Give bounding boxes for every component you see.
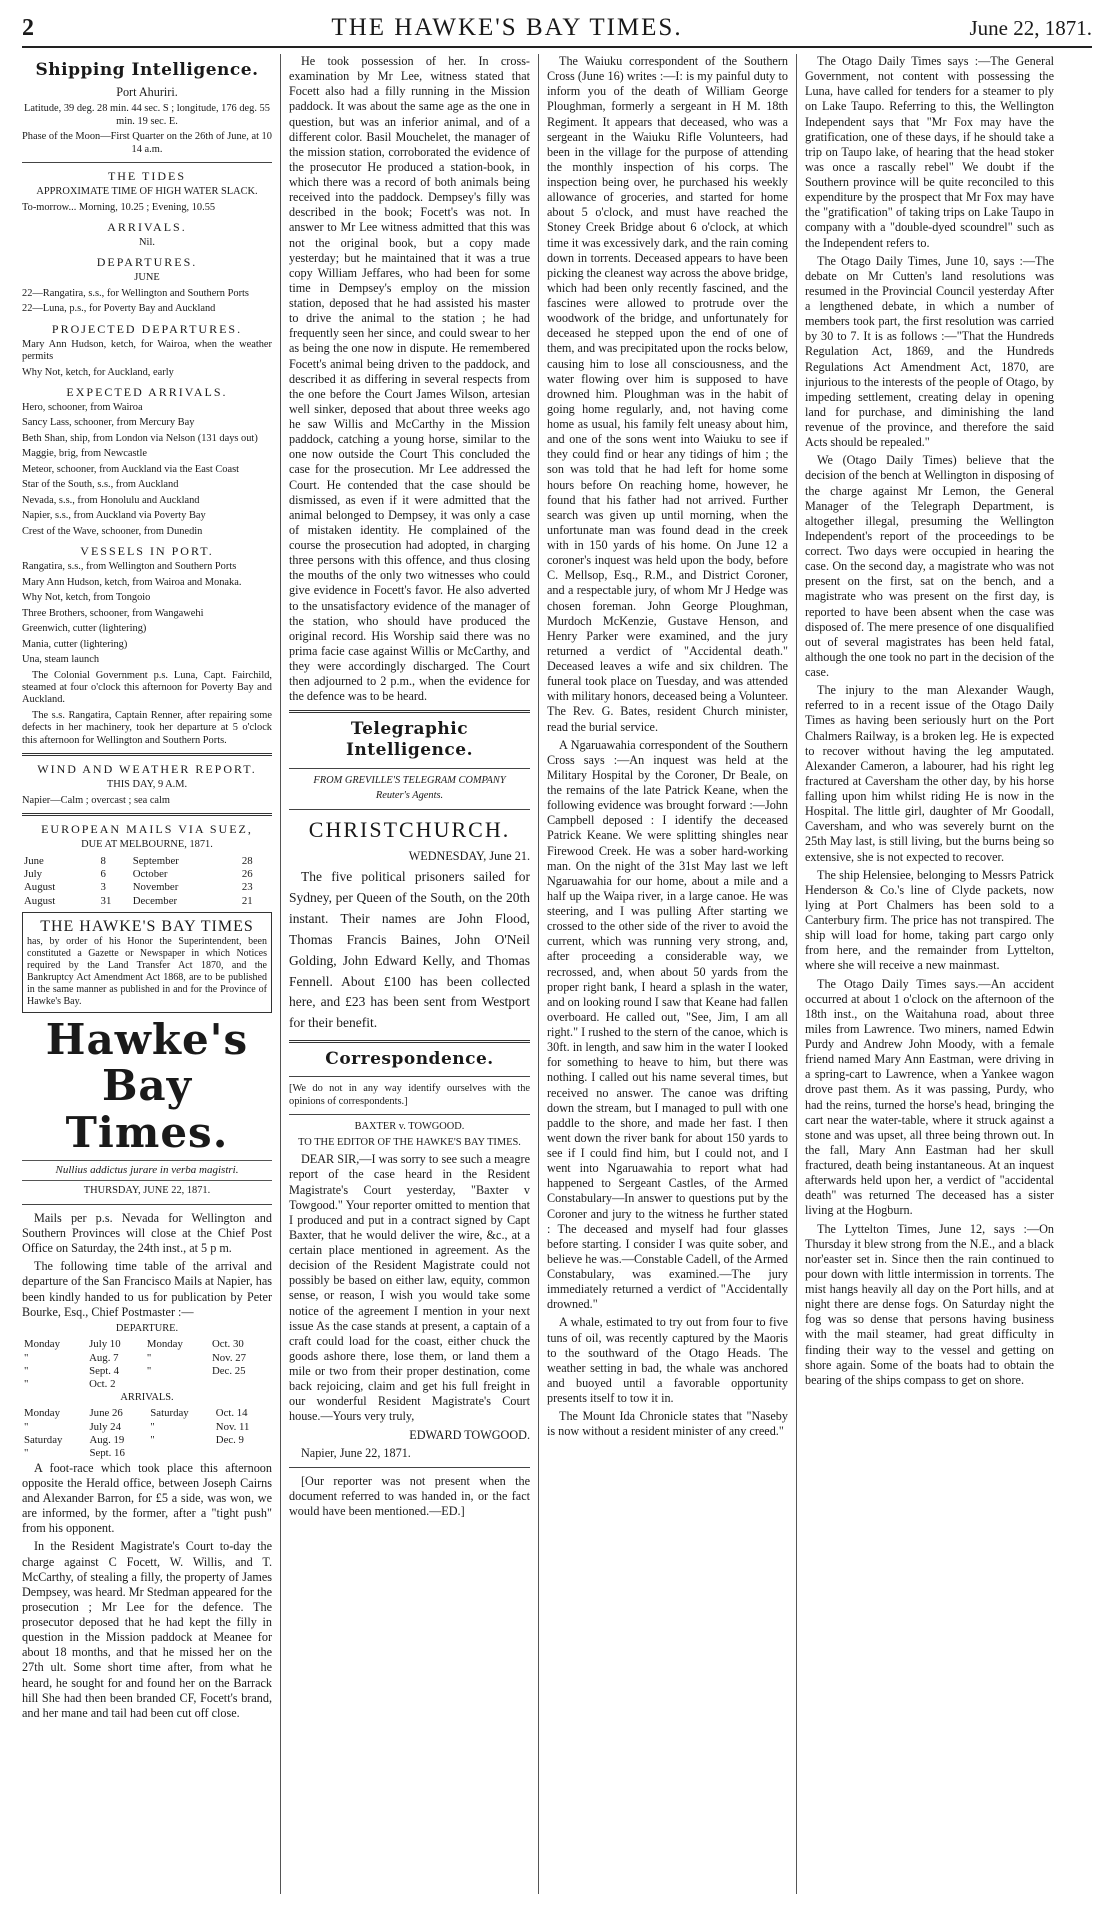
table-row: August 3 November 23: [24, 881, 253, 894]
tides-subheading: APPROXIMATE TIME OF HIGH WATER SLACK.: [36, 186, 258, 198]
tides-heading: THE TIDES: [107, 169, 187, 184]
article-paragraph: The ship Helensiee, belonging to Messrs Patrick Henderson & Co.'s line of Clyde packets, now lying at Port Chalmers has been sold to a Canterbury firm. The price has not transpired. The ship will load for home, taking part cargo only from here, and the remainder from Lyttelton, where she will receive a new mainmast.: [805, 867, 1054, 973]
article-paragraph: In the Resident Magistrate's Court to-day the charge against C Focett, W. Willis, and T. McCarthy, of stealing a filly, the property of James Dempsey, was heard. Mr Stedman appeared for the prosecution ; Mr Lee for the defence. The prosecutor deposed that he had kept the filly in question in the Mission paddock at Meanee for about 18 months, and that he missed her on the 27th ult. Some short time after, from what he heard, he sought for and found her on the Barrack hill She had then been branded CF, Focett's brand, and her mane and tail had been cut off close.: [22, 1539, 272, 1720]
departures-month: JUNE: [134, 272, 160, 284]
letter-title: BAXTER v. TOWGOOD.: [354, 1121, 465, 1133]
sf-departure-table: [22, 1338, 272, 1392]
article-paragraph: A whale, estimated to try out from four to five tuns of oil, was recently captured by the Maoris to the southward of the Otago Heads. The weather setting in bad, the whale was anchored and buoyed until a favorable opportunity presents itself to tow it in.: [547, 1315, 788, 1405]
table-row: Saturday Aug. 19 " Dec. 9: [24, 1434, 244, 1447]
table-row: August 31 December 21: [24, 894, 253, 907]
projected-entry: Mary Ann Hudson, ketch, for Wairoa, when the weather permits: [22, 338, 272, 363]
correspondence-heading: Correspondence.: [325, 1049, 494, 1070]
notice-title: THE HAWKE'S BAY TIMES: [40, 918, 254, 936]
masthead: [22, 8, 1092, 48]
article-paragraph: The injury to the man Alexander Waugh, referred to in a recent issue of the Otago Daily Times as having been seriously hurt on the Port Chalmers Railway, is a broken leg. He is expected to recover without having the leg amputated. Alexander Cameron, a labourer, had his right leg fractured at Caversham the other day, by his horse falling upon him whilst riding He is now in the Hospital. The little girl, daughter of Mr Goodall, Caversham, and who was severely burnt on the 25th May last, is still living, but the burns being so extensive, she is not expected to recover.: [805, 683, 1054, 864]
weather-subheading: THIS DAY, 9 A.M.: [106, 779, 188, 791]
telegraphic-heading: Telegraphic Intelligence.: [345, 719, 473, 761]
expected-entry: Star of the South, s.s., from Auckland: [22, 479, 179, 491]
shipping-heading: Shipping Intelligence.: [35, 60, 259, 80]
letter-place: Napier, June 22, 1871.: [301, 1445, 411, 1460]
mails-subheading: DUE AT MELBOURNE, 1871.: [81, 839, 213, 851]
correspondence-disclaimer: [We do not in any way identify ourselves with the opinions of correspondents.]: [289, 1083, 530, 1107]
table-row: Monday July 10 Monday Oct. 30: [24, 1338, 244, 1351]
sf-departure-heading: DEPARTURE.: [115, 1322, 179, 1334]
departure-entry: 22—Luna, p.s., for Poverty Bay and Auckland: [22, 303, 216, 315]
sf-arrivals-heading: ARRIVALS.: [120, 1391, 174, 1403]
paper-banner: Hawke's Bay Times.: [45, 1015, 249, 1157]
page-number: 2: [22, 15, 34, 41]
table-row: " Aug. 7 " Nov. 27: [24, 1351, 247, 1364]
telegram-date: WEDNESDAY, June 21.: [408, 848, 530, 863]
expected-entry: Meteor, schooner, from Auckland via the East Coast: [22, 463, 240, 475]
article-paragraph: We (Otago Daily Times) believe that the decision of the bench at Wellington in disposing of the charge against Mr Lemon, the General Manager of the Telegraph Department, is altogether illegal, presuming the Wellington Independent's report of the proceedings to be correct. Two days were occupied in hearing the case. On the second day, a magistrate who was not present on the first, sat on the bench, and a magistrate who was present on the first day, is reported to have been absent when the case was disposed of. The mere presence of one disqualified out of several magistrates has been held fatal, although the one took no part in the decision of the case.: [805, 453, 1054, 679]
column-1: [22, 54, 280, 1894]
vessels-in-port-heading: VESSELS IN PORT.: [80, 544, 214, 559]
weather-heading: WIND AND WEATHER REPORT.: [37, 762, 257, 777]
vessel-entry: Why Not, ketch, from Tongoio: [22, 592, 151, 604]
arrivals-heading: ARRIVALS.: [107, 219, 187, 234]
vessel-entry: Una, steam launch: [22, 654, 100, 666]
expected-entry: Maggie, brig, from Newcastle: [22, 448, 147, 460]
gazette-notice: [22, 912, 272, 1013]
article-paragraph: A foot-race which took place this afternoon opposite the Herald office, between Joseph Cairns and Alexander Barron, for £5 a side, was won, we are informed, by the former, after a "tight push" from his opponent.: [22, 1460, 272, 1536]
expected-arrivals-heading: EXPECTED ARRIVALS.: [66, 385, 228, 399]
shipping-note: The s.s. Rangatira, Captain Renner, after repairing some defects in her machinery, took her departure at 5 o'clock this afternoon for Wellington and Southern Ports.: [22, 709, 272, 746]
sf-arrivals-table: [22, 1407, 272, 1461]
table-row: July 6 October 26: [24, 867, 253, 880]
article-paragraph: The Lyttelton Times, June 12, says :—On Thursday it blew strong from the N.E., and a black nor'easter set in. Since then the rain continued to pour down with little intermission in torrents. The mist hangs heavily all day on the Port hills, and at night there are dense fogs. On Saturday night the fog was so dense that persons having business with the mail steamer, had great difficulty in finding their way to the vessel and getting on shore again. Some of the boats had to obtain the bearing of the ships compass to get on shore.: [805, 1221, 1054, 1387]
arrivals-nil: Nil.: [139, 236, 155, 248]
article-paragraph: The Otago Daily Times, June 10, says :—The debate on Mr Cutten's land resolutions was resumed in the Provincial Council yesterday After a lengthened debate, in which a number of members took part, the first resolution was carried by 30 to 7. It is as follows :—"That the Hundreds Regulation Act, 1869, and the Hundreds Regulations Act Amendment Act, 1870, are injurious to the interests of the people of Otago, by impeding settlement, creating delay in opening land for purchase, and diminishing the land revenue of the province, and therefore the said Acts should be repealed.": [805, 253, 1054, 450]
expected-entry: Crest of the Wave, schooner, from Dunedin: [22, 525, 203, 537]
column-2: [280, 54, 538, 1894]
article-paragraph: The Otago Daily Times says.—An accident occurred at about 1 o'clock on the afternoon of the 18th inst., on the Waitahuna road, about three miles from Lawrence. Two miners, named Edwin Purdy and Andrew John Moody, with a female friend named Mary Ann Eastman, were driving in a spring-cart to Lawrence, when a Yankee wagon drove past them. As it was passing, Purdy, who had the reins, turned the horse's head, bringing the cart near the water-table, where it struck against a stone and was upset, all three being thrown out. In the fall, Mary Ann Eastman had her skull fractured, death being instantaneous. At an inquest afterwards held upon her, a verdict of "accidental death" was returned The deceased has a sister living at the Hogburn.: [805, 976, 1054, 1218]
vessel-entry: Mania, cutter (lightering): [22, 638, 128, 650]
article-paragraph: The Otago Daily Times says :—The General Government, not content with possessing the Luna, have called for tenders for a steamer to ply on Lake Taupo. Referring to this, the Wellington Independent says that "Mr Fox may have the gratification, one of these days, if he should take a trip on Taupo lake, of hearing that the head stoker was once a rascally rebel" We doubt if the Southern province will be quite reconciled to this expenditure by the prospect that Mr Fox may have the "gratification" of taking trips on Lake Taupo in company with a "double-dyed scoundrel" such as the Independent refers to.: [805, 54, 1054, 250]
article-paragraph: A Ngaruawahia correspondent of the Southern Cross says :—An inquest was held at the Military Hospital by the Coroner, Dr Beale, on the remains of the late Patrick Keane, when the following evidence was brought forward :—John Campbell deposed : I identify the deceased Patrick Keane. We were splitting shingles near Firewood Creek. He was a sober hard-working man. On the night of the 31st May last we left Ngaruawahia for our home, about a mile and a half up the Waipa river, in a large canoe. He was steering, and I was pulling After starting we crossed to the other side of the river to avoid the current, which was running very strong, and, after proceeding a considerable way, we recrossed, and, when about 50 yards from the proper right bank, I heard a splash in the water, and on looking round I saw that Keane had fallen overboard. He called out, "See, Jim, I am all right." I rushed to the stern of the canoe, which is 30ft. in length, and saw him in the water I looked for something to heave to him, but there was nothing. I called out his name several times, but received no answer. The canoe was drifting down the stream, but I managed to pull with one paddle to the shore, and made her fast. I then went down the river bank for about 150 yards to see if I could find him, but I could not, and I went into Ngaruawahia to report what had happened to Sergeant Castles, of the Armed Constabulary—In answer to questions put by the Coroner and jury to the witness he further stated : The deceased and myself had four glasses before starting. I consider I was quite sober, and believe he was.—Constable Cadell, of the Armed Constabulary, was examined.—The jury immediately returned a verdict of "Accidentally drowned.": [547, 737, 788, 1312]
table-row: " Sept. 16: [24, 1447, 125, 1460]
projected-departures-heading: PROJECTED DEPARTURES.: [51, 321, 243, 336]
issue-date: June 22, 1871.: [969, 16, 1092, 40]
dateline: THURSDAY, JUNE 22, 1871.: [83, 1185, 211, 1197]
table-row: Monday June 26 Saturday Oct. 14: [24, 1407, 248, 1420]
european-mails-table: [22, 855, 272, 909]
expected-entry: Beth Shan, ship, from London via Nelson (131 days out): [22, 432, 258, 444]
projected-entry: Why Not, ketch, for Auckland, early: [22, 366, 174, 378]
expected-entry: Hero, schooner, from Wairoa: [22, 401, 143, 413]
telegram-source: FROM GREVILLE'S TELEGRAM COMPANY: [313, 774, 506, 786]
columns: [22, 54, 1092, 1894]
weather-report: Napier—Calm ; overcast ; sea calm: [22, 794, 171, 806]
expected-entry: Nevada, s.s., from Honolulu and Auckland: [22, 494, 200, 506]
vessel-entry: Greenwich, cutter (lightering): [22, 623, 147, 635]
vessel-entry: Three Brothers, schooner, from Wangawehi: [22, 607, 204, 619]
letter-signature: EDWARD TOWGOOD.: [409, 1427, 530, 1442]
notice-text: has, by order of his Honor the Superintendent, been constituted a Gazette or Newspaper in which Notices required by the Land Transfer Act 1870, and the Bankruptcy Act Amendment Act 1868, are to be published in the same manner as published in and for the Province of Hawke's Bay.: [27, 936, 267, 1008]
letter-addressee: TO THE EDITOR OF THE HAWKE'S BAY TIMES.: [298, 1136, 521, 1148]
vessel-entry: Mary Ann Hudson, ketch, from Wairoa and Monaka.: [22, 576, 242, 588]
expected-entry: Napier, s.s., from Auckland via Poverty Bay: [22, 510, 206, 522]
paper-motto: Nullius addictus jurare in verba magistri.: [22, 1160, 272, 1182]
column-4: [796, 54, 1054, 1894]
article-paragraph: The following time table of the arrival and departure of the San Francisco Mails at Napier, has been kindly handed to us for publication by Peter Bourke, Esq., Chief Postmaster :—: [22, 1259, 272, 1319]
city-heading: CHRISTCHURCH.: [308, 816, 511, 842]
article-paragraph: The five political prisoners sailed for Sydney, per Queen of the South, on the 20th instant. Their names are John Flood, Thomas Francis Baines, John O'Neil Golding, John Edward Kelly, and Thomas Fennell. About £100 has been collected here, and £23 has been sent from Westport for their benefit.: [289, 868, 530, 1031]
telegram-agents: Reuter's Agents.: [375, 790, 444, 802]
editor-note: [Our reporter was not present when the document referred to was handed in, or the fact would have been mentioned.—ED.]: [289, 1473, 530, 1519]
moon-phase: Phase of the Moon—First Quarter on the 26th of June, at 10 14 a.m.: [22, 131, 272, 155]
table-row: " Sept. 4 " Dec. 25: [24, 1365, 246, 1378]
article-paragraph: He took possession of her. In cross-examination by Mr Lee, witness stated that Focett also had a filly running in the Mission paddock. It was about the same age as the one in question, but was an inferior animal, and of a different color. Basil Mouchelet, the manager of the mission station, corroborated the evidence of the prosecutor He produced a station-book, in which there was a record of both animals being received into the paddock. Dempsey's filly was described in the book; Focett's was not. In answer to Mr Lee witness admitted that this was not the original book, but a copy made yesterday; but he maintained that it was a true copy William Jeffares, who had been for some time in Dempsey's employ on the mission station, deposed that he had assisted his master to drive the animal to the station ; he had frequently seen her since, and could swear to her as being the one now in dispute. He remembered Focett's animal being driven to the paddock, and described it as differing in several respects from the one before the Court James Wilson, artesian well sinker, deposed that about three weeks ago he saw Willis and McCarthy in the Mission paddock, catching a young horse, similar to the one now outside the Court This concluded the case for the prosecution. Mr Lee addressed the Court. He contended that the case should be dismissed, as even if it were admitted that the animal belonged to Dempsey, it was only a case of mistaken identity. He complained of the course the prosecution had adopted, in charging three persons with this offence, and thus closing the mouths of the only two witnesses who could give evidence in Focett's favor. He also adverted to the unsatisfactory evidence of the manager of the station, who should have produced the original record. His Worship said there was no prima facie case against Willis or McCarthy, and they were accordingly discharged. The Court then adjourned to 2 p.m., when the evidence for the defence was to be heard.: [289, 54, 530, 704]
departures-heading: DEPARTURES.: [96, 255, 198, 270]
table-row: " Oct. 2: [24, 1378, 116, 1391]
newspaper-title: THE HAWKE'S BAY TIMES.: [331, 14, 683, 41]
departure-entry: 22—Rangatira, s.s., for Wellington and Southern Ports: [22, 287, 249, 299]
letter-body: DEAR SIR,—I was sorry to see such a meagre report of the case heard in the Resident Magistrate's Court yesterday, "Baxter v Towgood." Your reporter omitted to mention that I produced and put in a contract signed by Capt Baxter, that he would deliver the wire, &c., at a certain place mentioned in agreement. As the decision of the Resident Magistrate could not possibly be based on either law, equity, common sense, or reason, I wish you would take some notice of the agreement I mention in your next issue As the case stands at present, a captain of a craft could load for the coast, either chuck the goods ashore there, lose them, or land them a mile or two from their proper destination, come back rejoicing, claim and get his full freight in our wonderful Resident Magistrate's Court house.—Yours very truly,: [289, 1152, 530, 1424]
table-row: " July 24 " Nov. 11: [24, 1420, 250, 1433]
tides-times: To-morrow... Morning, 10.25 ; Evening, 10.55: [22, 201, 216, 213]
article-paragraph: Mails per p.s. Nevada for Wellington and Southern Provinces will close at the Chief Post Office on Saturday, the 24th inst., at 5 p m.: [22, 1210, 272, 1256]
port-name: Port Ahuriri.: [116, 85, 178, 100]
article-paragraph: The Mount Ida Chronicle states that "Naseby is now without a resident minister of any creed.": [547, 1409, 788, 1439]
article-paragraph: The Waiuku correspondent of the Southern Cross (June 16) writes :—I: is my painful duty to inform you of the death of William George Ploughman, formerly a sergeant in H M. 18th Regiment. It appears that deceased, who was a sergeant in the Waiuku Rifle Volunteers, had been in the village for the purpose of attending the monthly inspection of his corps. The inspection being over, he purchased his weekly allowance of groceries, and started for home about 5 o'clock, and must have reached the Stoney Creek Bridge about 6 o'clock, at which time it was excessively dark, and the rain coming down in torrents. Deceased appears to have been picking the cleanest way across the above bridge, which had been only recently fascined, and the fascines were allowed to protrude over the woodwork of the bridge, and unfortunately for deceased he stepped upon the end of one of them, and was precipitated upon the rocks below, causing him to lose all consciousness, and the water flowing over him is supposed to have drowned him. Ploughman was in the habit of going home regularly, and, not having come home as usual, his family felt uneasy about him, and one of the sons went into Waiuku to see if they could find or hear any tidings of him ; the son was told that he had left for home some hours before On reaching home, however, he found that his father had not arrived. Further search was given up until morning, when the unfortunate man was found dead in the creek with in 150 yards of his home. On June 12 a coroner's inquest was held upon the body, before C. Mellsop, Esq., R.M., and District Coroner, and a respectable jury, of whom Mr J Hedge was chosen foreman. John George Ploughman, Murdoch McKenzie, Gustave Henson, and Henry Parker were examined, and the jury returned a verdict of "Accidental death." Deceased leaves a wife and six children. The funeral took place on Tuesday, and was attended with military honors, deceased being a Volunteer. The Rev. G. Bates, resident Church minister, read the burial service.: [547, 54, 788, 734]
mails-heading: EUROPEAN MAILS VIA SUEZ,: [41, 822, 253, 837]
column-3: [538, 54, 796, 1894]
expected-entry: Sancy Lass, schooner, from Mercury Bay: [22, 417, 195, 429]
table-row: June 8 September 28: [24, 854, 253, 867]
vessel-entry: Rangatira, s.s., from Wellington and Southern Ports: [22, 561, 237, 573]
shipping-note: The Colonial Government p.s. Luna, Capt. Fairchild, steamed at four o'clock this afternoon for Poverty Bay and Auckland.: [22, 669, 272, 706]
latitude-longitude: Latitude, 39 deg. 28 min. 44 sec. S ; longitude, 176 deg. 55 min. 19 sec. E.: [24, 103, 270, 127]
